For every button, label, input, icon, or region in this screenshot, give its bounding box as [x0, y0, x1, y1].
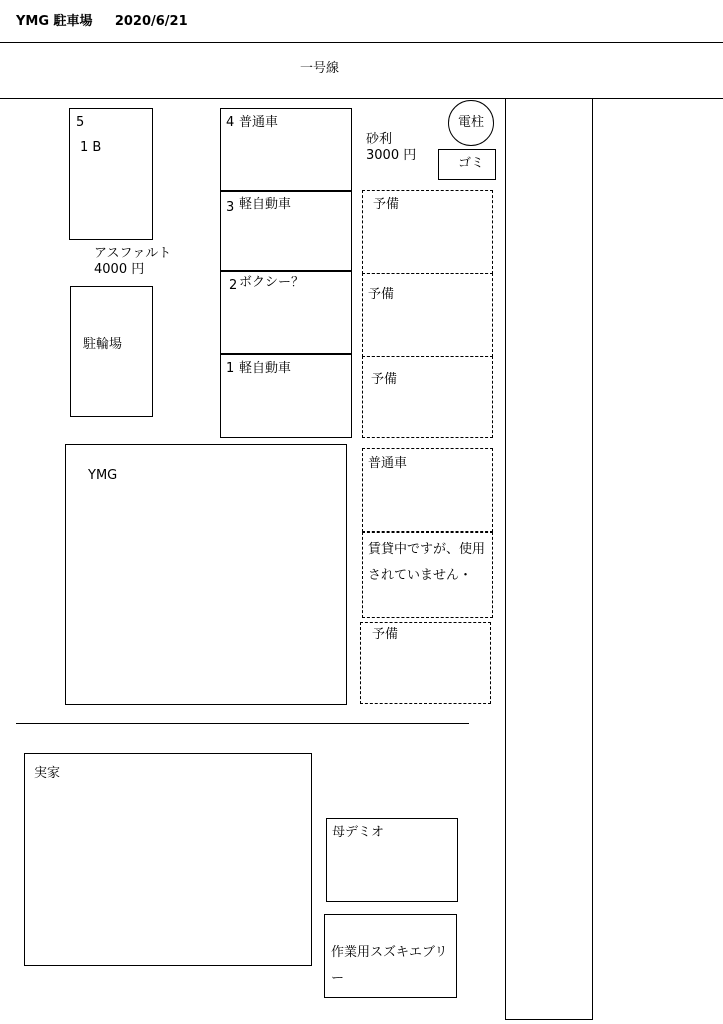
spot-2-label: ボクシー？ [239, 275, 305, 290]
spot-5-number: 5 [76, 115, 85, 130]
road-edge-top [0, 42, 723, 43]
spot-4-label: 普通車 [239, 115, 279, 130]
ymg-building-label: YMG [88, 468, 118, 483]
reserve-spot-1-label: 予備 [373, 197, 400, 212]
gravel-price: 3000 円 [366, 148, 417, 163]
reserve-spot-2-label: 予備 [368, 287, 395, 302]
road-label: 一号線 [300, 61, 340, 76]
spot-1-number: 1 [226, 361, 235, 376]
lot-title: YMG 駐車場 [16, 14, 93, 29]
reserve-spot-1 [362, 190, 493, 274]
trash-area [438, 149, 496, 180]
gravel-label: 砂利 [366, 132, 393, 147]
spot-1-label: 軽自動車 [239, 361, 292, 376]
ymg-building [65, 444, 347, 705]
parking-spot-3 [220, 190, 352, 272]
bike-parking [70, 286, 153, 417]
parking-spot-5 [69, 108, 153, 240]
bike-parking-label: 駐輪場 [83, 337, 123, 352]
mother-car-spot [326, 818, 458, 902]
asphalt-price: 4000 円 [94, 262, 145, 277]
family-home [24, 753, 312, 966]
side-road-strip [505, 98, 593, 1020]
spot-3-label: 軽自動車 [239, 197, 292, 212]
parking-spot-4 [220, 108, 352, 192]
trash-label: ゴミ [458, 156, 485, 171]
reserve-spot-2 [362, 273, 493, 357]
reserve-spot-3-label: 予備 [371, 372, 398, 387]
regular-car-spot-label: 普通車 [368, 456, 408, 471]
work-car-spot [324, 914, 457, 998]
rented-unused-spot [362, 532, 493, 618]
utility-pole-label: 電柱 [458, 115, 485, 130]
map-date: 2020/6/21 [114, 14, 188, 29]
spot-2-number: 2 [229, 278, 238, 293]
property-boundary-line [16, 723, 469, 724]
regular-car-spot [362, 448, 493, 532]
parking-spot-2 [220, 270, 352, 354]
reserve-spot-3 [362, 356, 493, 438]
family-home-label: 実家 [34, 766, 61, 781]
spot-3-number: 3 [226, 200, 235, 215]
page-title [16, 14, 188, 30]
mother-car-label: 母デミオ [332, 825, 385, 840]
parking-spot-1 [220, 354, 352, 438]
spot-5-label: 1 B [80, 140, 102, 155]
reserve-spot-4-label: 予備 [372, 627, 399, 642]
rented-unused-spot-label: 賃貸中ですが、使用されていません・ [368, 542, 486, 583]
work-car-label: 作業用スズキエブリー [331, 945, 448, 986]
asphalt-label: アスファルト [94, 246, 172, 261]
utility-pole [448, 100, 494, 146]
road-edge-bottom [0, 98, 723, 99]
reserve-spot-4 [360, 622, 491, 704]
spot-4-number: 4 [226, 115, 235, 130]
